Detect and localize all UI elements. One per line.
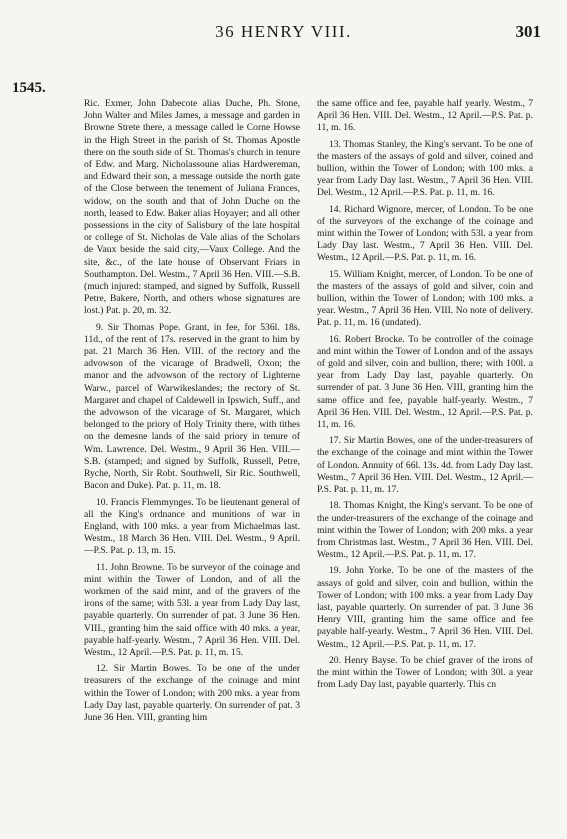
- record-entry: 13. Thomas Stanley, the King's servant. To be one of the masters of the assays of gold and silver, coined and bullion, within the Tower of London; with 100 mks. a year from Lady Day last. Westm., 7 April 36 Hen. VIII. Del. Westm., 12 April.—P.S. Pat. p. 11, m. 16.: [317, 138, 533, 199]
- record-entry: 15. William Knight, mercer, of London. To be one of the masters of the assays of gold and silver, coin and bullion, within the Tower of London; with 100 mks. a year. Westm., 7 April 36 Hen. VIII. No note of delivery. Pat. p. 11, m. 16 (undated).: [317, 268, 533, 329]
- page-number: 301: [515, 22, 541, 41]
- record-entry: 20. Henry Bayse. To be chief graver of the irons of the mint within the Tower of London; with 30l. a year from Lady Day last, payable quarterly. This cn: [317, 654, 533, 691]
- record-entry: 9. Sir Thomas Pope. Grant, in fee, for 536l. 18s. 11d., of the rent of 17s. reserved in the grant to him by pat. 21 March 36 Hen. VIII. of the rectory and the advowson of the vicarage of Bradwell, Oxon; the manor and the advowson of the rectory of Lighterne Warw., parcel of Warwikeslandes; the rectory of St. Margaret and chapel of Caldewell in Ipswich, Suff., and the advowson of the vicarage of St. Margaret, which belonged to the priory of Holy Trinity there, with tithes on the demesne lands of the said priory in tenure of Wm. Lawrence. Del. Westm., 9 April 36 Hen. VIII.—S.B. (stamped; and signed by Suffolk, Russell, Petre, Ryche, North, Sir Robt. Southwell, Sir Ric. Southwell, Bacon and Duke). Pat. p. 11, m. 18.: [84, 321, 300, 492]
- record-entry: 12. Sir Martin Bowes. To be one of the under treasurers of the exchange of the coinage and mint within the Tower of London; with 200 mks. a year from Lady Day last, payable quarterly. On surrender of pat. 3 June 36 Hen. VIII, granting him: [84, 663, 300, 723]
- right-column: [317, 98, 533, 695]
- record-entry: the same office and fee, payable half yearly. Westm., 7 April 36 Hen. VIII. Del. Westm., 12 April.—P.S. Pat. p. 11, m. 16.: [317, 98, 533, 134]
- year-marker: 1545.: [12, 80, 46, 96]
- record-entry: 10. Francis Flemmynges. To be lieutenant general of all the King's ordnance and munitions of war in England, with 100 mks. a year from Michaelmas last. Westm., 18 March 36 Hen. VIII. Del. Westm., 9 April.—P.S. Pat. p. 13, m. 15.: [84, 496, 300, 557]
- record-entry: 17. Sir Martin Bowes, one of the under-treasurers of the exchange of the coinage and mint within the Tower of London. Annuity of 66l. 13s. 4d. from Lady Day last. Westm., 7 April 36 Hen. VIII. Del. Westm., 12 April.—P.S. Pat. p. 11, m. 17.: [317, 435, 533, 496]
- record-entry: 11. John Browne. To be surveyor of the coinage and mint within the Tower of London, and of all the workmen of the said mint, and of the gravers of the irons of the same; with 53l. a year from Lady Day last, payable quarterly. On surrender of pat. 3 June 36 Hen. VIII., granting him the said office with 40 mks. a year, payable half-yearly. Westm., 7 April 36 Hen. VIII. Del. Westm., 12 April.—P.S. Pat. p. 11, m. 15.: [84, 561, 300, 658]
- record-entry: 16. Robert Brocke. To be controller of the coinage and mint within the Tower of London and of the assays of gold and silver, coin and bullion, there; with 100l. a year from Lady Day last, payable quarterly. On surrender of pat. 3 June 36 Hen. VIII, granting him the same office and fee, payable half-yearly. Westm., 7 April 36 Hen. VIII. Del. Westm., 12 April.—P.S. Pat. p. 11, m. 16.: [317, 333, 533, 431]
- running-title: 36 HENRY VIII.: [215, 22, 352, 41]
- record-entry: 19. John Yorke. To be one of the masters of the assays of gold and silver, coin and bullion, within the Tower of London; with 100 mks. a year from Lady Day last, payable quarterly. On surrender of pat. 3 June 36 Henry VIII, granting him the same office and fee payable half-yearly. Westm., 7 April 36 Hen. VIII. Del. Westm., 12 April.—P.S. Pat. p. 11, m. 17.: [317, 565, 533, 650]
- record-entry: 14. Richard Wignore, mercer, of London. To be one of the surveyors of the exchange of the coinage and mint within the Tower of London; with 53l. a year from Lady Day last. Westm., 7 April 36 Hen. VIII. Del. Westm., 12 April.—P.S. Pat. p. 11, m. 16.: [317, 203, 533, 264]
- record-entry: 18. Thomas Knight, the King's servant. To be one of the under-treasurers of the exchange of the coinage and mint within the Tower of London; with 200 mks. a year from Christmas last. Westm., 7 April 36 Hen. VIII. Del. Westm., 12 April.—P.S. Pat. p. 11, m. 17.: [317, 500, 533, 561]
- record-entry: Ric. Exmer, John Dabecote alias Duche, Ph. Stone, John Walter and Miles James, a message and garden in Browne Strete there, a message called le Corne Howse in the High Street in the parish of St. Thomas Apostle there on the south side of St. Thomas's church in tenure of Edw. and Marg. Nicholassoune alias Hardwereman, and Edward their son, a message outside the north gate of the Close between the tenement of Juliana Frances, widow, on the south and that of John Duche on the north, leased to Edw. Baker alias Hoyayer; and all other possessions in the city of Salisbury of the late hospital or college of St. Nicholas de Vale alias of the Scholars de Vaux beside the said city,—Vaux College. And the site, &c., of the late house of Observant Friars in Southampton. Del. Westm., 7 April 36 Hen. VIII.—S.B. (much injured: stamped, and signed by Suffolk, Russell Petre, Bakere, North, and others whose signatures are lost.) Pat. p. 20, m. 32.: [84, 98, 300, 317]
- left-column: [84, 98, 300, 728]
- page-header: [0, 22, 567, 44]
